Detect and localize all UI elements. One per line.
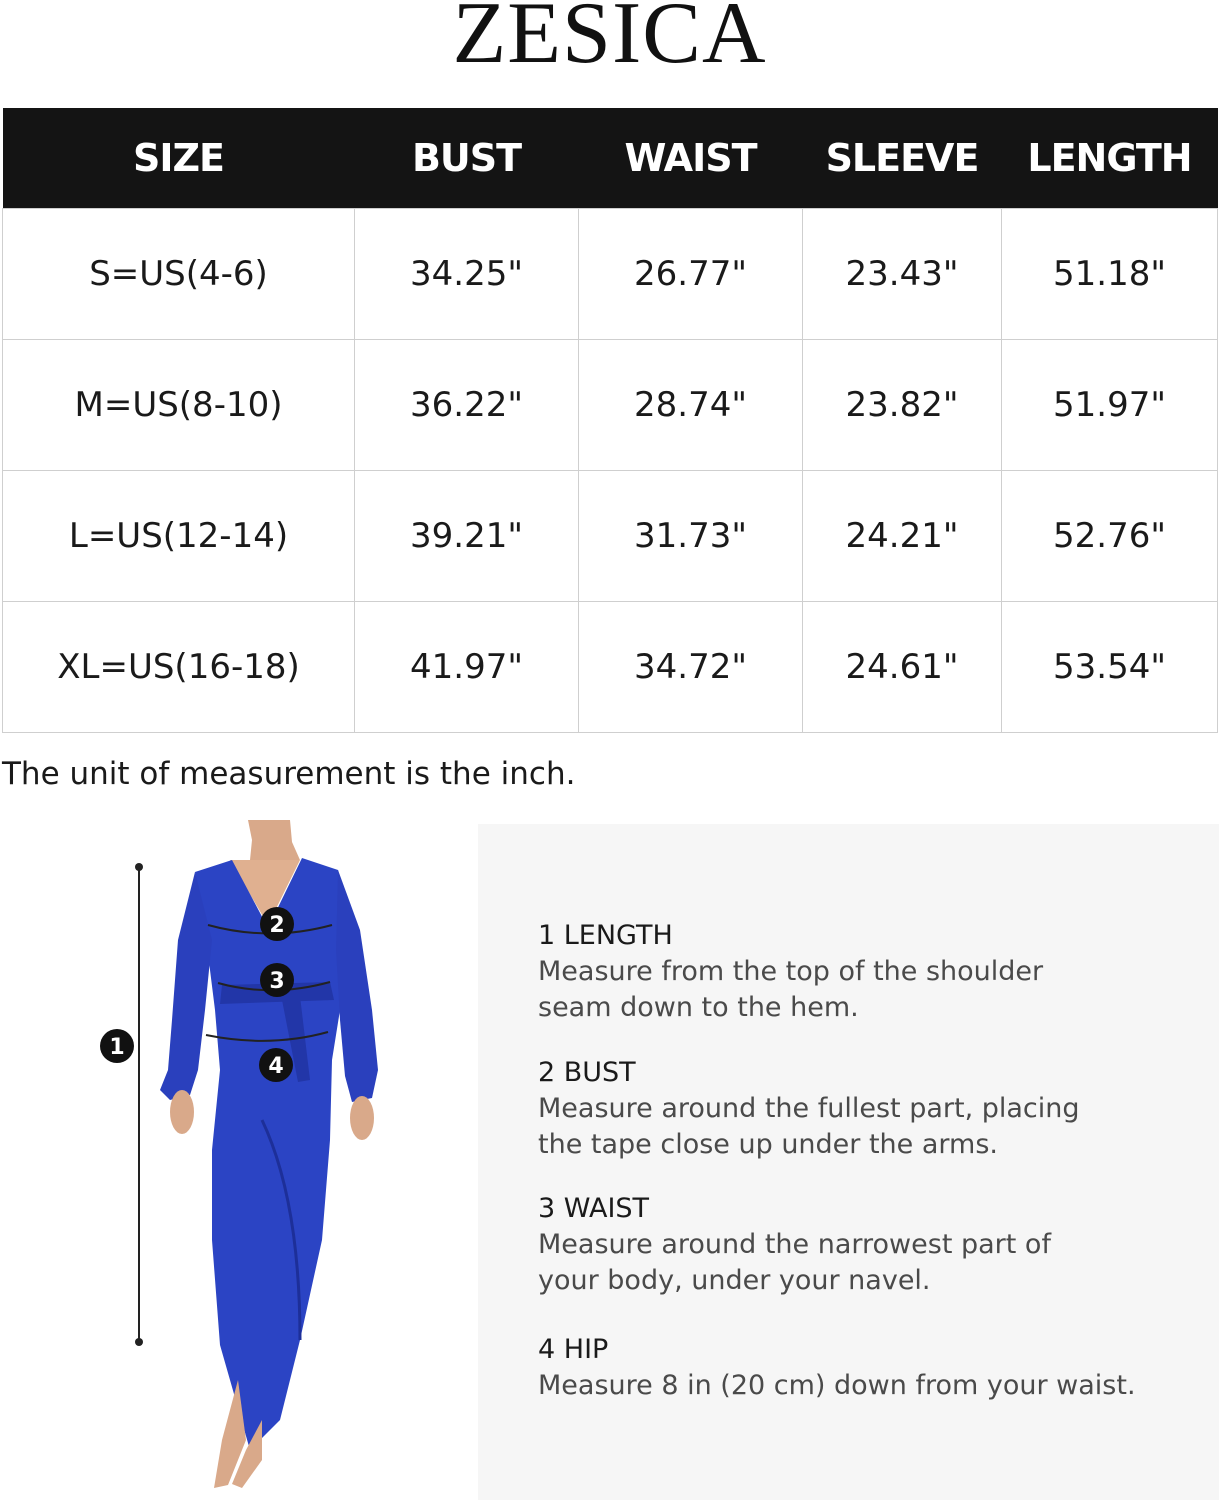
guide-desc-line: Measure around the narrowest part of [538,1229,1051,1260]
table-row [3,602,1218,733]
waist-cell: 34.72" [579,602,803,733]
dress-illustration [0,820,478,1500]
bust-cell: 36.22" [355,340,579,471]
neck-skin [248,820,300,866]
dress-body [195,858,352,1450]
table-header-row [3,108,1218,209]
marker-2-label: 2 [269,913,285,938]
marker-3-label: 3 [269,969,285,994]
waist-cell: 28.74" [579,340,803,471]
table-row [3,471,1218,602]
header-sleeve: SLEEVE [803,108,1002,209]
header-length: LENGTH [1002,108,1218,209]
waist-cell: 26.77" [579,209,803,340]
guide-title: 2 BUST [538,1057,636,1088]
table-row [3,340,1218,471]
length-cell: 53.54" [1002,602,1218,733]
size-cell: M=US(8-10) [3,340,355,471]
bust-cell: 34.25" [355,209,579,340]
guide-desc-line: Measure around the fullest part, placing [538,1093,1080,1124]
guide-title: 1 LENGTH [538,920,673,951]
guide-item-hip [538,1332,1178,1404]
sleeve-cell: 24.21" [803,471,1002,602]
bust-cell: 41.97" [355,602,579,733]
sleeve-cell: 24.61" [803,602,1002,733]
right-hand [350,1096,374,1140]
bust-cell: 39.21" [355,471,579,602]
right-sleeve [336,870,378,1102]
marker-1-label: 1 [109,1035,125,1060]
sleeve-cell: 23.43" [803,209,1002,340]
size-cell: S=US(4-6) [3,209,355,340]
length-line-top-dot [135,863,143,871]
length-cell: 52.76" [1002,471,1218,602]
length-cell: 51.18" [1002,209,1218,340]
length-line-bottom-dot [135,1338,143,1346]
guide-desc-line: Measure 8 in (20 cm) down from your waist. [538,1370,1136,1401]
size-chart-table [2,108,1218,733]
guide-desc-line: Measure from the top of the shoulder [538,956,1044,987]
guide-title: 3 WAIST [538,1193,650,1224]
unit-note: The unit of measurement is the inch. [2,756,576,792]
model-figure [0,820,478,1500]
size-cell: L=US(12-14) [3,471,355,602]
guide-item-bust [538,1055,1178,1163]
guide-item-waist [538,1191,1178,1299]
length-cell: 51.97" [1002,340,1218,471]
guide-item-length [538,918,1178,1026]
marker-4-label: 4 [268,1054,284,1079]
header-size: SIZE [3,108,355,209]
header-bust: BUST [355,108,579,209]
waist-cell: 31.73" [579,471,803,602]
guide-title: 4 HIP [538,1334,609,1365]
table-row [3,209,1218,340]
measurement-guide-panel [478,824,1219,1500]
size-cell: XL=US(16-18) [3,602,355,733]
guide-desc-line: seam down to the hem. [538,992,859,1023]
brand-logo: ZESICA [452,0,767,82]
guide-desc-line: your body, under your navel. [538,1265,931,1296]
sleeve-cell: 23.82" [803,340,1002,471]
header-waist: WAIST [579,108,803,209]
guide-desc-line: the tape close up under the arms. [538,1129,998,1160]
left-hand [170,1090,194,1134]
